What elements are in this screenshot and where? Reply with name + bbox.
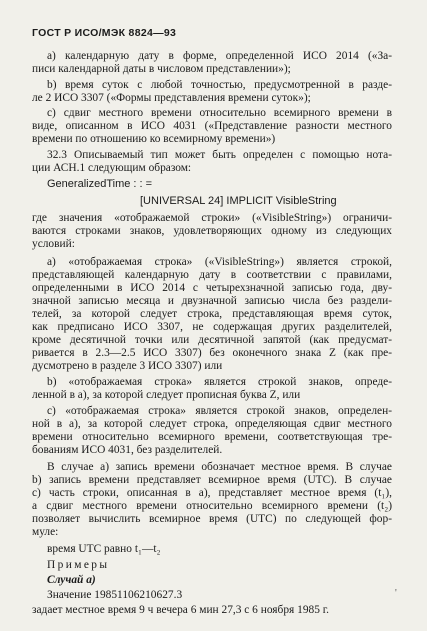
text-line: представляющей календарную дату в соответствии с правилами, — [32, 269, 392, 281]
text-line: ной в a), за которой следует строка, определяющая сдвиг местного — [32, 418, 392, 430]
page-header: ГОСТ Р ИСО/МЭК 8824—93 — [32, 27, 177, 39]
text-line: В случае a) запись времени обозначает местное время. В случае — [47, 461, 392, 473]
text-line: а сдвиг местного времени относительно всемирного времени (t₂) — [32, 500, 392, 512]
text-line: ленной в a), за которой следует прописная буква Z, или — [32, 389, 301, 401]
text-line: определенными в ИСО 2014 с четырехзначной записью года, дву- — [32, 282, 392, 294]
text-line: ле 2 ИСО 3307 («Формы представления времени суток»); — [32, 92, 311, 104]
case-a-heading: Случай a) — [47, 574, 96, 586]
text-line: муле: — [32, 526, 59, 538]
text-line: a) календарную дату в форме, определенной ИСО 2014 («За- — [47, 50, 392, 62]
text-line: времени относительно всемирного времени, соответствующая тре- — [32, 431, 392, 443]
text-line: телей, за которой следует строка, представляющая время суток, — [32, 308, 392, 320]
text-line: b) время суток с любой точностью, предусмотренной в разде- — [47, 79, 392, 91]
text-line: b) «отображаемая строка» является строкой знаков, опреде- — [47, 376, 392, 388]
text-line: где значения «отображаемой строки» («VisibleString») ограничи- — [32, 212, 392, 224]
text-line: ривается в 2.3—2.5 ИСО 3307) без оконечного знака Z (как пре- — [32, 347, 392, 359]
examples-heading: Примеры — [47, 559, 110, 571]
text-line: кроме десятичной точки или десятичной запятой (как предусмат- — [32, 334, 392, 346]
text-line: позволяет вычислить всемирное время (UTC) по следующей фор- — [32, 513, 392, 525]
case-a-value: Значение 19851106210627.3 — [47, 589, 183, 601]
text-line: c) часть строки, описанная в a), представляет местное время (t₁), — [32, 487, 392, 499]
text-line: бованиям ИСО 4031, без разделителей. — [32, 444, 223, 456]
text-line: ваются строками знаков, удовлетворяющих одному из следующих — [32, 225, 392, 237]
formula: время UTC равно t₁—t₂ — [47, 543, 161, 555]
text-line: значной записью месяца и двузначной записью числа без раздели- — [32, 295, 392, 307]
text-line: b) запись времени представляет всемирное время (UTC). В случае — [32, 474, 392, 486]
text-line: a) «отображаемая строка» («VisibleString») является строкой, — [47, 256, 392, 268]
text-line: писи календарной даты в числовом представлении»); — [32, 63, 291, 75]
text-line: условий: — [32, 238, 75, 250]
text-line: c) «отображаемая строка» является строкой знаков, определен- — [47, 405, 392, 417]
asn-definition: [UNIVERSAL 24] IMPLICIT VisibleString — [140, 195, 337, 207]
text-line: c) сдвиг местного времени относительно всемирного времени в — [47, 107, 392, 119]
text-line: виде, описанном в ИСО 4031 («Представление разности местного — [32, 120, 392, 132]
asn-type-name: GeneralizedTime : : = — [47, 178, 153, 190]
text-line: как предписано ИСО 3307, не содержащая других разделителей, — [32, 321, 392, 333]
text-line: дусмотрено в разделе 3 ИСО 3307) или — [32, 360, 223, 372]
text-line: времени по отношению ко всемирному времени») — [32, 133, 276, 145]
text-line: 32.3 Описываемый тип может быть определен с помощью нота- — [47, 149, 392, 161]
case-a-description: задает местное время 9 ч вечера 6 мин 27,3 с 6 ноября 1985 г. — [32, 604, 329, 616]
text-line: ции АСН.1 следующим образом: — [32, 162, 192, 174]
margin-mark: ' — [395, 588, 397, 599]
